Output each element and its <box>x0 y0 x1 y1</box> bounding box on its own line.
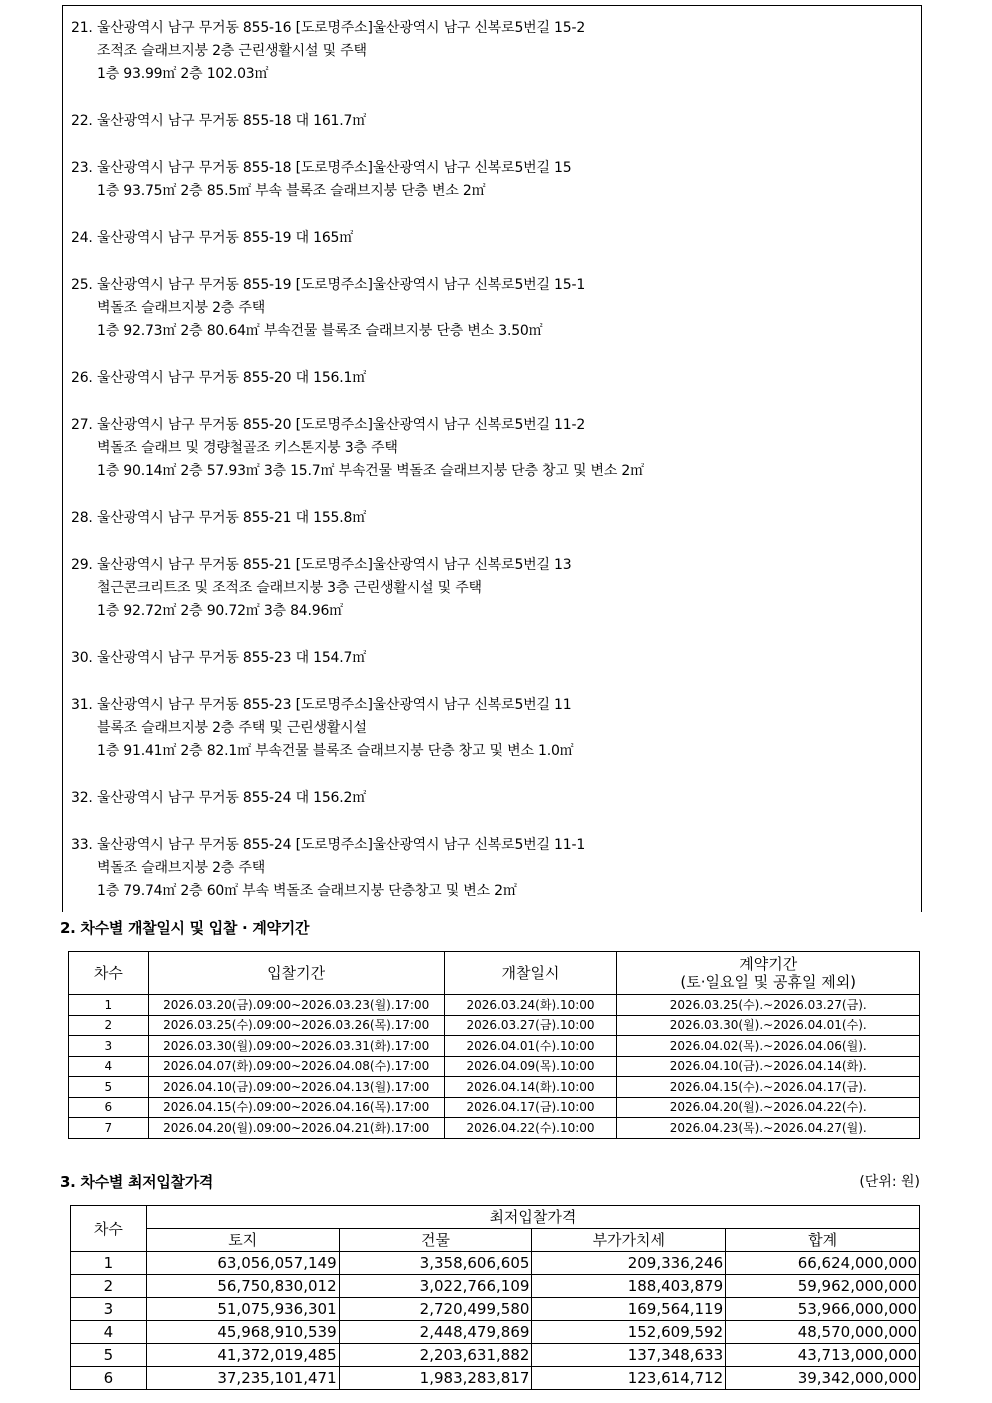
unit-label: (단위: 원) <box>859 1174 920 1190</box>
property-line <box>71 507 366 530</box>
property-text: 1층 91.41㎡ 2층 82.1㎡ 부속건물 블록조 슬래브지붕 단층 창고 및 변소 1.0㎡ <box>97 743 574 759</box>
vat-cell: 152,609,592 <box>532 1321 726 1344</box>
property-line <box>71 694 574 717</box>
round-cell: 6 <box>71 1367 147 1390</box>
property-text: 1층 92.73㎡ 2층 80.64㎡ 부속건물 블록조 슬래브지붕 단층 변소 3.50㎡ <box>97 323 543 339</box>
property-number: 33. <box>71 837 93 853</box>
property-line <box>71 274 585 297</box>
table-row <box>71 1367 920 1390</box>
contract-period-cell: 2026.04.10(금).~2026.04.14(화). <box>617 1056 920 1077</box>
property-item <box>71 647 366 670</box>
header-opening: 개찰일시 <box>444 952 617 995</box>
property-number: 22. <box>71 113 93 129</box>
round-cell: 5 <box>71 1344 147 1367</box>
property-text: 블록조 슬래브지붕 2층 주택 및 근린생활시설 <box>97 720 367 736</box>
header-bid-period: 입찰기간 <box>148 952 444 995</box>
bid-period-cell: 2026.03.30(월).09:00~2026.03.31(화).17:00 <box>148 1036 444 1057</box>
property-item <box>71 554 571 623</box>
property-item <box>71 157 571 203</box>
property-line <box>71 740 574 763</box>
property-text: 철근콘크리트조 및 조적조 슬래브지붕 3층 근린생활시설 및 주택 <box>97 580 482 596</box>
price-header-building: 건물 <box>339 1229 532 1252</box>
contract-period-cell: 2026.04.02(목).~2026.04.06(월). <box>617 1036 920 1057</box>
property-line <box>71 17 585 40</box>
property-item <box>71 17 585 86</box>
property-item <box>71 694 574 763</box>
property-line <box>71 297 585 320</box>
price-header-round: 차수 <box>71 1206 147 1252</box>
round-cell: 5 <box>69 1077 149 1098</box>
property-line <box>71 857 585 880</box>
property-text: 1층 93.99㎡ 2층 102.03㎡ <box>97 66 269 82</box>
bid-period-cell: 2026.04.20(월).09:00~2026.04.21(화).17:00 <box>148 1118 444 1139</box>
round-cell: 1 <box>71 1252 147 1275</box>
contract-period-cell: 2026.04.23(목).~2026.04.27(월). <box>617 1118 920 1139</box>
vat-cell: 137,348,633 <box>532 1344 726 1367</box>
building-cell: 2,448,479,869 <box>339 1321 532 1344</box>
total-cell: 59,962,000,000 <box>726 1275 920 1298</box>
price-header-land: 토지 <box>146 1229 339 1252</box>
opening-cell: 2026.04.14(화).10:00 <box>444 1077 617 1098</box>
property-number: 23. <box>71 160 93 176</box>
property-number: 28. <box>71 510 93 526</box>
bid-period-cell: 2026.04.07(화).09:00~2026.04.08(수).17:00 <box>148 1056 444 1077</box>
property-number: 27. <box>71 417 93 433</box>
land-cell: 51,075,936,301 <box>146 1298 339 1321</box>
opening-cell: 2026.03.24(화).10:00 <box>444 995 617 1016</box>
table-row <box>71 1344 920 1367</box>
building-cell: 1,983,283,817 <box>339 1367 532 1390</box>
vat-cell: 169,564,119 <box>532 1298 726 1321</box>
property-text: 1층 90.14㎡ 2층 57.93㎡ 3층 15.7㎡ 부속건물 벽돌조 슬래브지붕 단층 창고 및 변소 2㎡ <box>97 463 644 479</box>
price-header-total: 합계 <box>726 1229 920 1252</box>
schedule-header-row <box>69 952 920 995</box>
property-line <box>71 647 366 670</box>
total-cell: 53,966,000,000 <box>726 1298 920 1321</box>
property-item <box>71 227 353 250</box>
total-cell: 39,342,000,000 <box>726 1367 920 1390</box>
property-line <box>71 554 571 577</box>
round-cell: 1 <box>69 995 149 1016</box>
price-table <box>70 1205 920 1390</box>
property-text: 1층 79.74㎡ 2층 60㎡ 부속 벽돌조 슬래브지붕 단층창고 및 변소 2㎡ <box>97 883 517 899</box>
round-cell: 3 <box>69 1036 149 1057</box>
property-list-box <box>62 5 922 912</box>
table-row <box>69 1118 920 1139</box>
round-cell: 3 <box>71 1298 147 1321</box>
property-text: 울산광역시 남구 무거동 855-23 대 154.7㎡ <box>96 650 367 666</box>
round-cell: 4 <box>69 1056 149 1077</box>
property-line <box>71 437 644 460</box>
building-cell: 3,358,606,605 <box>339 1252 532 1275</box>
property-number: 31. <box>71 697 93 713</box>
total-cell: 48,570,000,000 <box>726 1321 920 1344</box>
property-text: 조적조 슬래브지붕 2층 근린생활시설 및 주택 <box>97 43 367 59</box>
land-cell: 41,372,019,485 <box>146 1344 339 1367</box>
property-text: 1층 92.72㎡ 2층 90.72㎡ 3층 84.96㎡ <box>97 603 343 619</box>
property-item <box>71 787 366 810</box>
header-contract-line1: 계약기간 <box>739 955 798 973</box>
property-text: 울산광역시 남구 무거동 855-24 대 156.2㎡ <box>96 790 367 806</box>
total-cell: 43,713,000,000 <box>726 1344 920 1367</box>
property-text: 울산광역시 남구 무거동 855-21 대 155.8㎡ <box>96 510 367 526</box>
property-item <box>71 274 585 343</box>
contract-period-cell: 2026.03.25(수).~2026.03.27(금). <box>617 995 920 1016</box>
bid-period-cell: 2026.03.25(수).09:00~2026.03.26(목).17:00 <box>148 1015 444 1036</box>
property-text: 울산광역시 남구 무거동 855-24 [도로명주소]울산광역시 남구 신복로5번길 11-1 <box>96 837 586 853</box>
contract-period-cell: 2026.03.30(월).~2026.04.01(수). <box>617 1015 920 1036</box>
price-header-vat: 부가가치세 <box>532 1229 726 1252</box>
round-cell: 4 <box>71 1321 147 1344</box>
building-cell: 3,022,766,109 <box>339 1275 532 1298</box>
table-row <box>69 995 920 1016</box>
property-number: 30. <box>71 650 93 666</box>
property-line <box>71 63 585 86</box>
property-text: 울산광역시 남구 무거동 855-20 대 156.1㎡ <box>96 370 367 386</box>
table-row <box>71 1321 920 1344</box>
property-line <box>71 460 644 483</box>
property-line <box>71 110 366 133</box>
property-text: 울산광역시 남구 무거동 855-21 [도로명주소]울산광역시 남구 신복로5번길 13 <box>96 557 572 573</box>
property-text: 울산광역시 남구 무거동 855-18 대 161.7㎡ <box>96 113 367 129</box>
table-row <box>69 1077 920 1098</box>
property-text: 울산광역시 남구 무거동 855-16 [도로명주소]울산광역시 남구 신복로5번길 15-2 <box>96 20 586 36</box>
property-line <box>71 367 366 390</box>
property-line <box>71 40 585 63</box>
property-item <box>71 367 366 390</box>
property-line <box>71 880 585 903</box>
property-line <box>71 787 366 810</box>
round-cell: 2 <box>71 1275 147 1298</box>
property-item <box>71 834 585 903</box>
bid-period-cell: 2026.04.10(금).09:00~2026.04.13(월).17:00 <box>148 1077 444 1098</box>
round-cell: 7 <box>69 1118 149 1139</box>
property-number: 29. <box>71 557 93 573</box>
property-item <box>71 507 366 530</box>
header-contract-period <box>617 952 920 995</box>
header-contract-line2: (토·일요일 및 공휴일 제외) <box>680 973 857 991</box>
property-text: 벽돌조 슬래브지붕 2층 주택 <box>97 300 266 316</box>
property-item <box>71 414 644 483</box>
schedule-section-title: 2. 차수별 개찰일시 및 입찰 · 계약기간 <box>60 919 310 937</box>
property-text: 울산광역시 남구 무거동 855-19 대 165㎡ <box>96 230 354 246</box>
property-line <box>71 577 571 600</box>
table-row <box>71 1252 920 1275</box>
price-header-row-2 <box>71 1229 920 1252</box>
contract-period-cell: 2026.04.20(월).~2026.04.22(수). <box>617 1097 920 1118</box>
property-text: 벽돌조 슬래브 및 경량철골조 키스톤지붕 3층 주택 <box>97 440 398 456</box>
table-row <box>71 1275 920 1298</box>
vat-cell: 123,614,712 <box>532 1367 726 1390</box>
property-line <box>71 180 571 203</box>
bid-period-cell: 2026.04.15(수).09:00~2026.04.16(목).17:00 <box>148 1097 444 1118</box>
property-text: 울산광역시 남구 무거동 855-20 [도로명주소]울산광역시 남구 신복로5번길 11-2 <box>96 417 586 433</box>
property-text: 벽돌조 슬래브지붕 2층 주택 <box>97 860 266 876</box>
opening-cell: 2026.04.17(금).10:00 <box>444 1097 617 1118</box>
vat-cell: 209,336,246 <box>532 1252 726 1275</box>
property-line <box>71 320 585 343</box>
round-cell: 6 <box>69 1097 149 1118</box>
property-text: 울산광역시 남구 무거동 855-19 [도로명주소]울산광역시 남구 신복로5번길 15-1 <box>96 277 586 293</box>
land-cell: 56,750,830,012 <box>146 1275 339 1298</box>
building-cell: 2,720,499,580 <box>339 1298 532 1321</box>
price-header-row-1 <box>71 1206 920 1229</box>
property-line <box>71 414 644 437</box>
price-section-title: 3. 차수별 최저입찰가격 <box>60 1173 214 1191</box>
price-header-group: 최저입찰가격 <box>146 1206 919 1229</box>
opening-cell: 2026.04.22(수).10:00 <box>444 1118 617 1139</box>
header-round: 차수 <box>69 952 149 995</box>
table-row <box>71 1298 920 1321</box>
table-row <box>69 1097 920 1118</box>
opening-cell: 2026.04.01(수).10:00 <box>444 1036 617 1057</box>
bid-period-cell: 2026.03.20(금).09:00~2026.03.23(월).17:00 <box>148 995 444 1016</box>
opening-cell: 2026.03.27(금).10:00 <box>444 1015 617 1036</box>
property-text: 1층 93.75㎡ 2층 85.5㎡ 부속 블록조 슬래브지붕 단층 변소 2㎡ <box>97 183 486 199</box>
land-cell: 37,235,101,471 <box>146 1367 339 1390</box>
table-row <box>69 1015 920 1036</box>
property-line <box>71 227 353 250</box>
property-line <box>71 600 571 623</box>
opening-cell: 2026.04.09(목).10:00 <box>444 1056 617 1077</box>
property-number: 21. <box>71 20 93 36</box>
property-line <box>71 157 571 180</box>
round-cell: 2 <box>69 1015 149 1036</box>
property-number: 25. <box>71 277 93 293</box>
property-item <box>71 110 366 133</box>
schedule-table <box>68 951 920 1139</box>
land-cell: 63,056,057,149 <box>146 1252 339 1275</box>
property-line <box>71 834 585 857</box>
table-row <box>69 1056 920 1077</box>
contract-period-cell: 2026.04.15(수).~2026.04.17(금). <box>617 1077 920 1098</box>
land-cell: 45,968,910,539 <box>146 1321 339 1344</box>
property-number: 24. <box>71 230 93 246</box>
total-cell: 66,624,000,000 <box>726 1252 920 1275</box>
property-text: 울산광역시 남구 무거동 855-23 [도로명주소]울산광역시 남구 신복로5번길 11 <box>96 697 572 713</box>
property-number: 26. <box>71 370 93 386</box>
property-line <box>71 717 574 740</box>
vat-cell: 188,403,879 <box>532 1275 726 1298</box>
property-text: 울산광역시 남구 무거동 855-18 [도로명주소]울산광역시 남구 신복로5번길 15 <box>96 160 572 176</box>
table-row <box>69 1036 920 1057</box>
property-number: 32. <box>71 790 93 806</box>
building-cell: 2,203,631,882 <box>339 1344 532 1367</box>
